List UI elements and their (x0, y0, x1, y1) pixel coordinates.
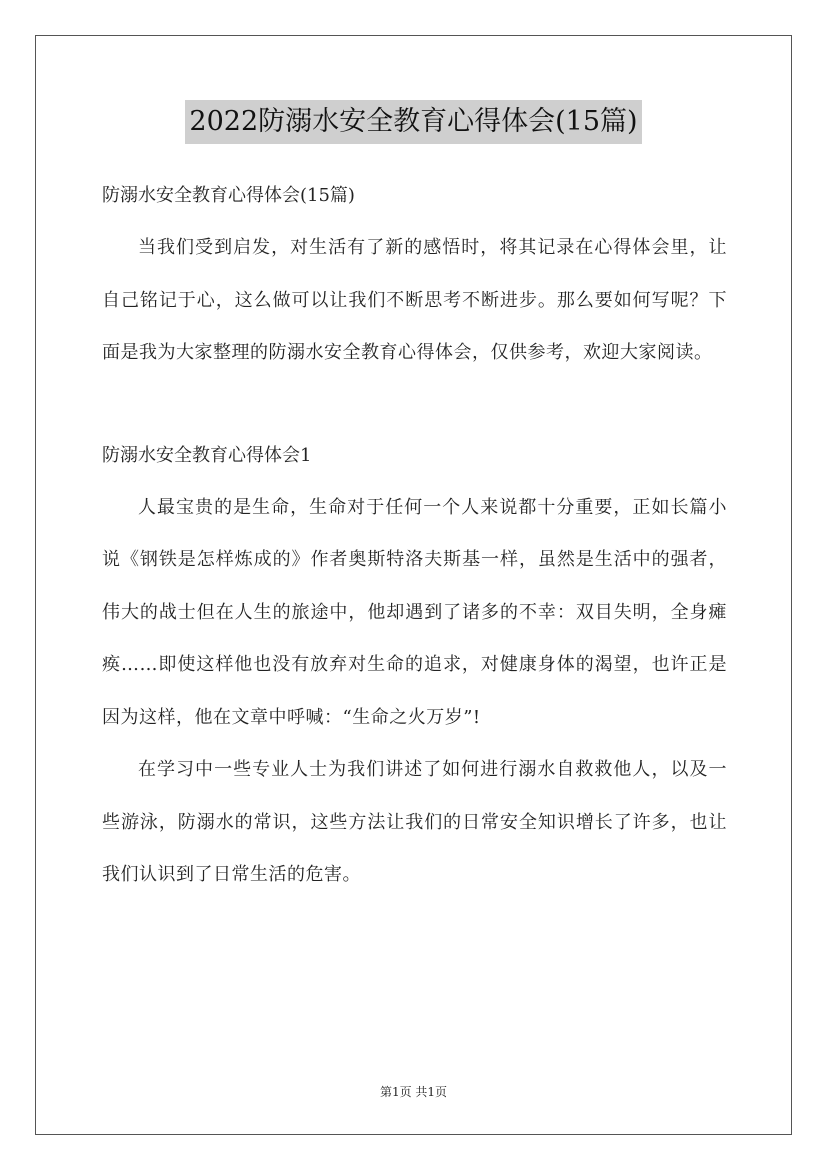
document-subtitle: 防溺水安全教育心得体会(15篇) (102, 185, 355, 206)
title-wrapper (0, 100, 827, 144)
section-gap (102, 380, 727, 430)
body-paragraph: 在学习中一些专业人士为我们讲述了如何进行溺水自救救他人，以及一些游泳，防溺水的常识，这些方法让我们的日常安全知识增长了许多，也让我们认识到了日常生活的危害。 (102, 759, 727, 885)
body-paragraph: 人最宝贵的是生命，生命对于任何一个人来说都十分重要，正如长篇小说《钢铁是怎样炼成的》作者奥斯特洛夫斯基一样，虽然是生活中的强者，伟大的战士但在人生的旅途中，他却遇到了诸多的不幸：双目失明，全身瘫痪……即使这样他也没有放弃对生命的追求，对健康身体的渴望，也许正是因为这样，他在文章中呼喊：“生命之火万岁”! (102, 496, 727, 728)
document-body (102, 170, 727, 902)
document-title: 2022防溺水安全教育心得体会(15篇) (185, 100, 641, 144)
section-heading: 防溺水安全教育心得体会1 (102, 444, 312, 466)
intro-paragraph: 当我们受到启发，对生活有了新的感悟时，将其记录在心得体会里，让自己铭记于心，这么做可以让我们不断思考不断进步。那么要如何写呢？下面是我为大家整理的防溺水安全教育心得体会，仅供参考，欢迎大家阅读。 (102, 237, 727, 363)
page-footer: 第1页 共1页 (379, 1085, 448, 1099)
